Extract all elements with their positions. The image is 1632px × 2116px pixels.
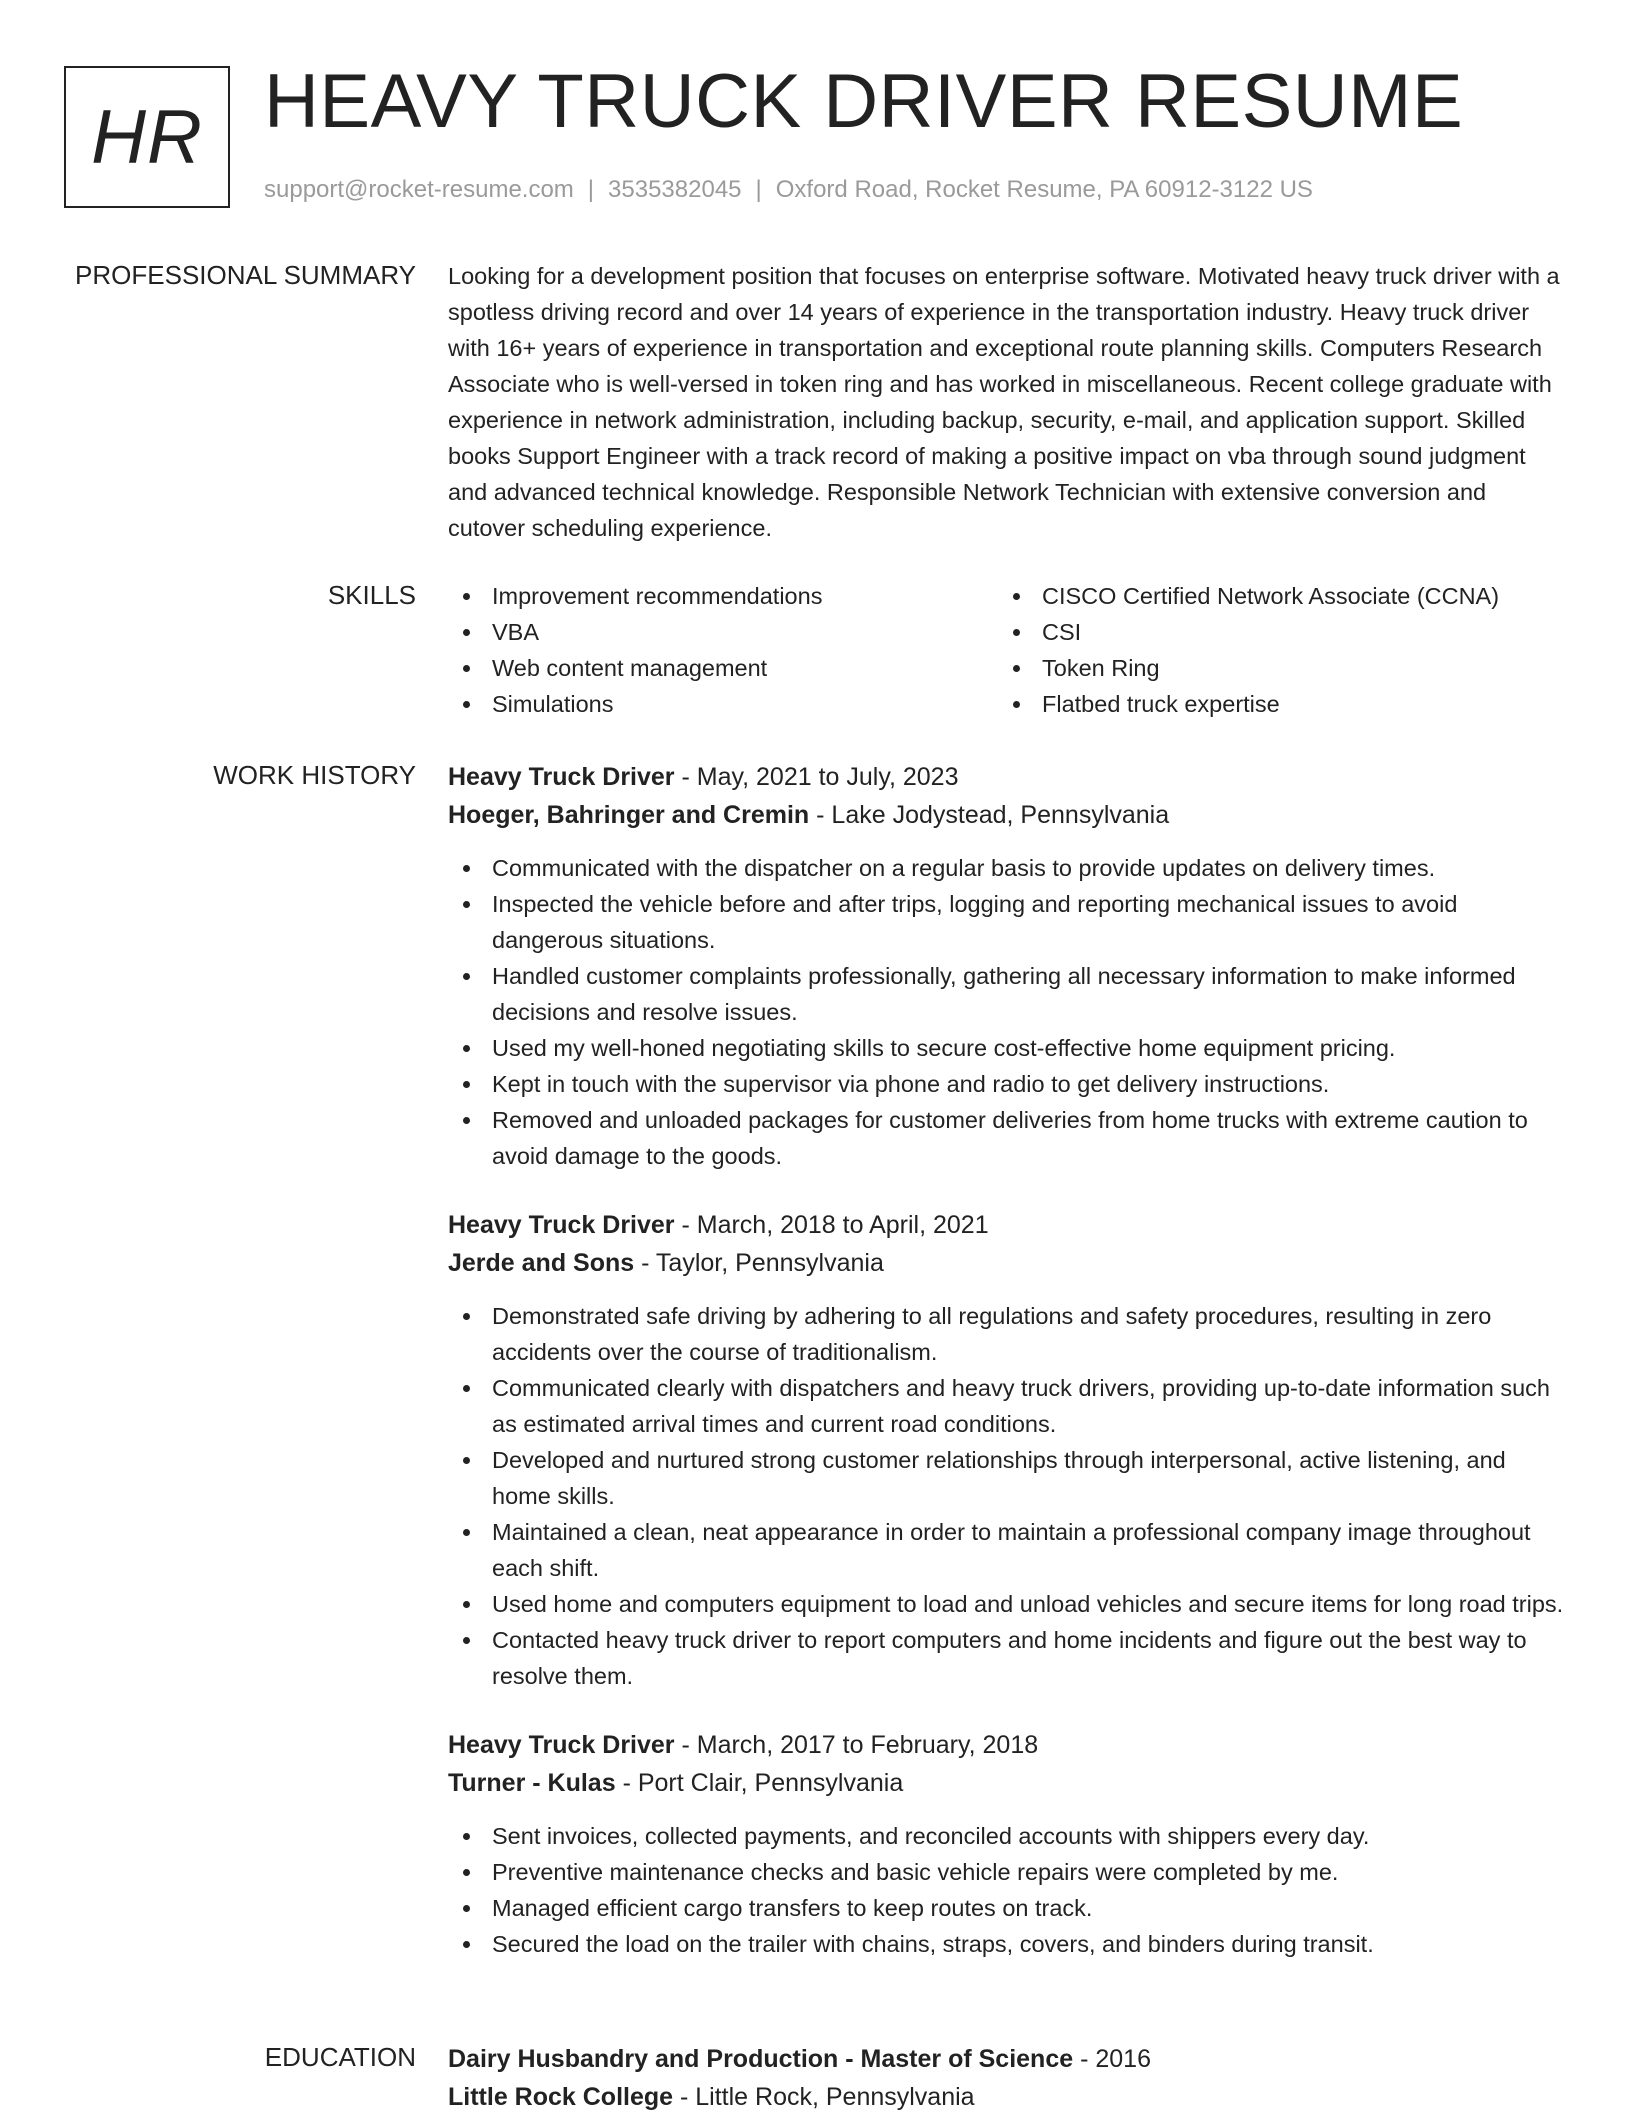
job-dates: - May, 2021 to July, 2023: [674, 763, 959, 791]
section-label-summary: PROFESSIONAL SUMMARY: [75, 260, 416, 290]
resume-title: HEAVY TRUCK DRIVER RESUME: [264, 59, 1464, 144]
job-bullet: Handled customer complaints professionally, gathering all necessary information to make informed decisions and resolve issues.: [448, 958, 1566, 1030]
job-location: - Port Clair, Pennsylvania: [615, 1769, 904, 1797]
job-location: - Lake Jodystead, Pennsylvania: [809, 801, 1170, 829]
job-entry: [448, 1206, 1566, 1694]
section-label-education: EDUCATION: [264, 2042, 416, 2072]
job-bullet: Used my well-honed negotiating skills to secure cost-effective home equipment pricing.: [448, 1030, 1566, 1066]
job-title-line: [448, 758, 1566, 796]
job-bullet-list: [448, 1818, 1566, 1962]
skill-item: Flatbed truck expertise: [998, 686, 1548, 722]
education-content: [448, 2040, 1566, 2116]
school-line: [448, 2078, 1566, 2116]
contact-phone[interactable]: 3535382045: [608, 176, 742, 203]
job-bullet: Secured the load on the trailer with chains, straps, covers, and binders during transit.: [448, 1926, 1566, 1962]
skill-item: Web content management: [448, 650, 998, 686]
job-bullet: Preventive maintenance checks and basic vehicle repairs were completed by me.: [448, 1854, 1566, 1890]
contact-address: Oxford Road, Rocket Resume, PA 60912-3122 US: [775, 176, 1313, 203]
school-location: - Little Rock, Pennsylvania: [673, 2083, 975, 2111]
skills-list-right: [998, 578, 1548, 722]
contact-email[interactable]: support@rocket-resume.com: [264, 176, 574, 203]
job-dates: - March, 2017 to February, 2018: [674, 1731, 1039, 1759]
job-location: - Taylor, Pennsylvania: [634, 1249, 884, 1277]
skills-list-left: [448, 578, 998, 722]
job-bullet: Demonstrated safe driving by adhering to all regulations and safety procedures, resulting in zero accidents over the course of traditionalism.: [448, 1298, 1566, 1370]
contact-separator: |: [587, 176, 595, 203]
job-entry: [448, 1726, 1566, 1962]
job-title: Heavy Truck Driver: [448, 1731, 675, 1759]
job-bullet: Kept in touch with the supervisor via phone and radio to get delivery instructions.: [448, 1066, 1566, 1102]
skill-item: Simulations: [448, 686, 998, 722]
degree-line: [448, 2040, 1566, 2078]
contact-separator: |: [755, 176, 762, 203]
skill-item: Token Ring: [998, 650, 1548, 686]
job-bullet: Communicated with the dispatcher on a regular basis to provide updates on delivery times.: [448, 850, 1566, 886]
section-label-skills: SKILLS: [327, 580, 416, 610]
job-company-line: [448, 1764, 1566, 1802]
summary-content: [448, 258, 1566, 546]
skill-item: VBA: [448, 614, 998, 650]
monogram-initials: HR: [91, 94, 203, 180]
job-company: Hoeger, Bahringer and Cremin: [448, 801, 810, 829]
skill-item: CISCO Certified Network Associate (CCNA): [998, 578, 1548, 614]
skill-item: Improvement recommendations: [448, 578, 998, 614]
job-company-line: [448, 1244, 1566, 1282]
summary-text: Looking for a development position that focuses on enterprise software. Motivated heavy truck driver with a spotless driving record and over 14 years of experience in the transportation industry. Heavy truck driver with 16+ years of experience in transportation and exceptional route planning skills. Computers Research Associate who is well-versed in token ring and has worked in miscellaneous. Recent college graduate with experience in network administration, including backup, security, e-mail, and application support. Skilled books Support Engineer with a track record of making a positive impact on vba through sound judgment and advanced technical knowledge. Responsible Network Technician with extensive conversion and cutover scheduling experience.: [448, 263, 1560, 541]
job-title: Heavy Truck Driver: [448, 1211, 675, 1239]
job-company-line: [448, 796, 1566, 834]
section-label-work-history: WORK HISTORY: [213, 760, 416, 790]
job-title-line: [448, 1726, 1566, 1764]
school-name: Little Rock College: [448, 2083, 674, 2111]
job-bullet: Communicated clearly with dispatchers and heavy truck drivers, providing up-to-date information such as estimated arrival times and current road conditions.: [448, 1370, 1566, 1442]
monogram-box: [64, 66, 230, 208]
job-bullet: Used home and computers equipment to load and unload vehicles and secure items for long road trips.: [448, 1586, 1566, 1622]
degree-name: Dairy Husbandry and Production - Master of Science: [448, 2045, 1074, 2073]
job-bullet: Developed and nurtured strong customer relationships through interpersonal, active listening, and home skills.: [448, 1442, 1566, 1514]
job-bullet: Sent invoices, collected payments, and reconciled accounts with shippers every day.: [448, 1818, 1566, 1854]
job-bullet-list: [448, 1298, 1566, 1694]
job-company: Jerde and Sons: [448, 1249, 635, 1277]
job-entry: [448, 758, 1566, 1174]
job-bullet: Managed efficient cargo transfers to keep routes on track.: [448, 1890, 1566, 1926]
job-bullet: Contacted heavy truck driver to report computers and home incidents and figure out the best way to resolve them.: [448, 1622, 1566, 1694]
skills-content: [448, 578, 1566, 722]
job-title: Heavy Truck Driver: [448, 763, 675, 791]
job-title-line: [448, 1206, 1566, 1244]
job-bullet-list: [448, 850, 1566, 1174]
job-bullet: Inspected the vehicle before and after trips, logging and reporting mechanical issues to avoid dangerous situations.: [448, 886, 1566, 958]
job-company: Turner - Kulas: [448, 1769, 616, 1797]
job-bullet: Maintained a clean, neat appearance in order to maintain a professional company image throughout each shift.: [448, 1514, 1566, 1586]
work-history-content: [448, 758, 1566, 1962]
degree-year: - 2016: [1073, 2045, 1151, 2073]
contact-line: [264, 176, 1313, 204]
job-bullet: Removed and unloaded packages for customer deliveries from home trucks with extreme caution to avoid damage to the goods.: [448, 1102, 1566, 1174]
skill-item: CSI: [998, 614, 1548, 650]
job-dates: - March, 2018 to April, 2021: [674, 1211, 989, 1239]
